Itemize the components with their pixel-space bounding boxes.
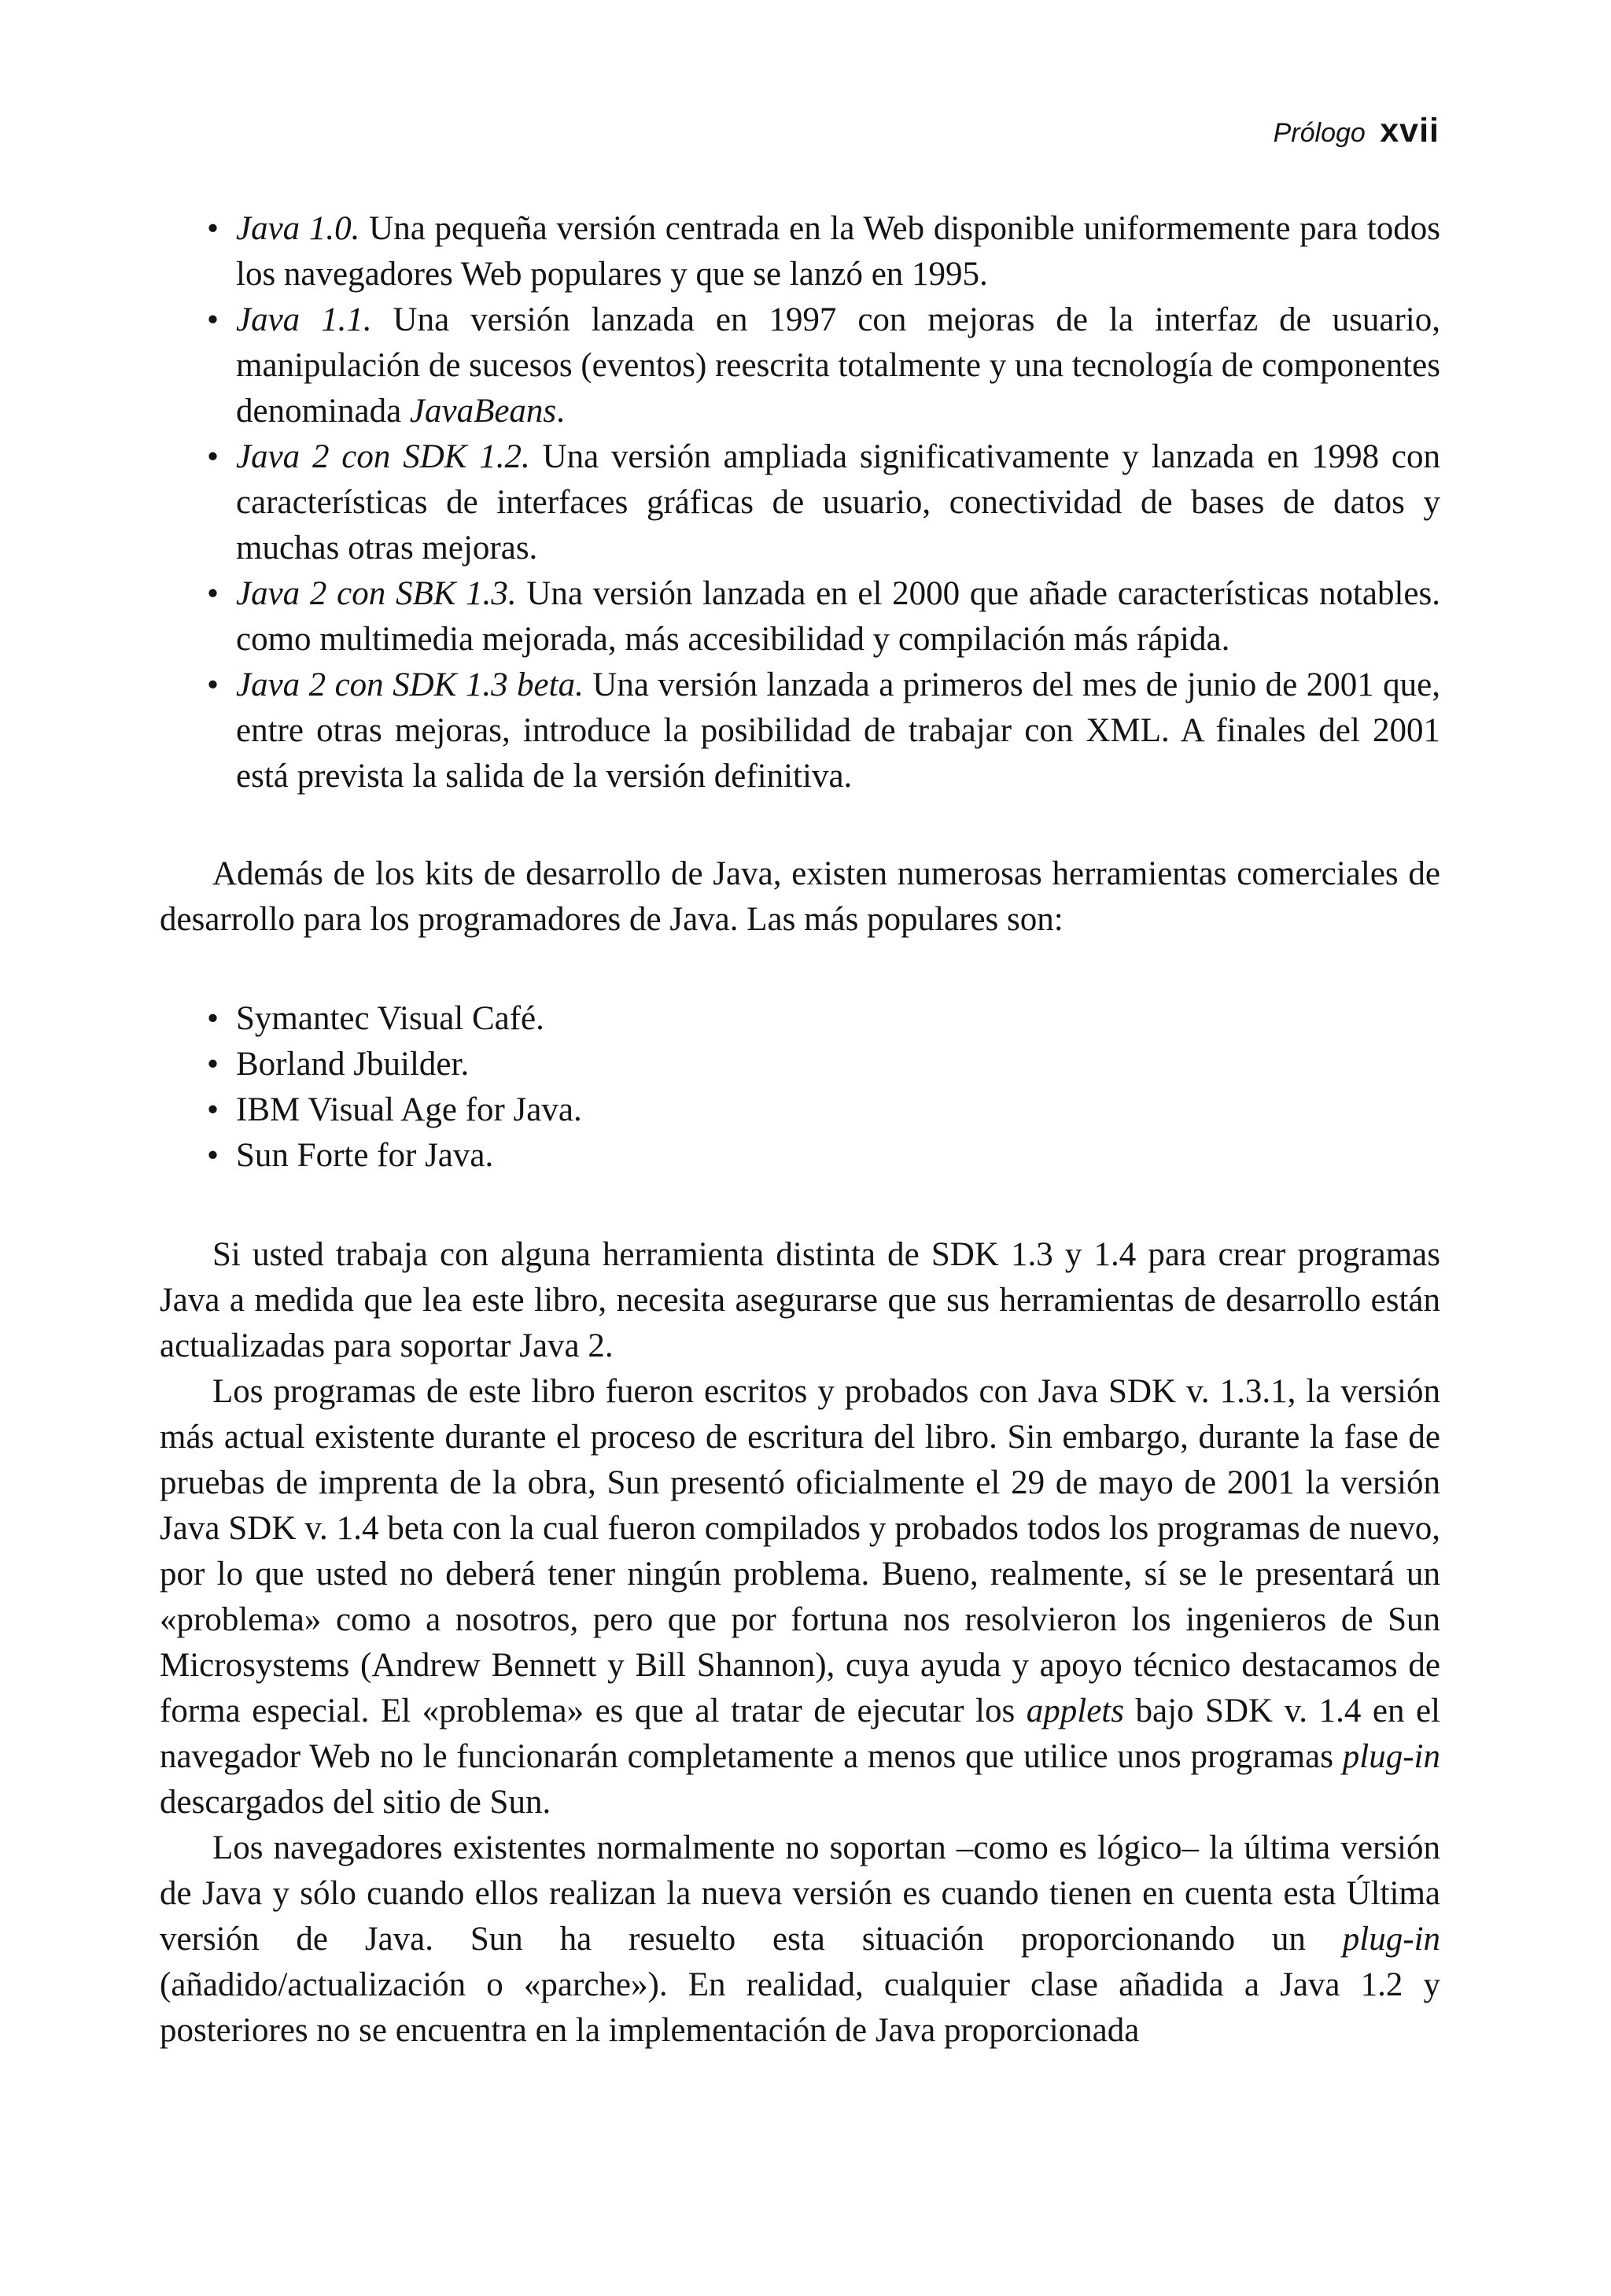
- bullet-icon: •: [207, 438, 219, 475]
- bullet-icon: •: [207, 1046, 219, 1083]
- tool-list: [160, 996, 1440, 1179]
- bullet-icon: •: [207, 1000, 219, 1037]
- release-description: Una versión ampliada significativamente y lanzada en 1998 con características de interfaces gráficas de usuario, conectividad de bases de datos y muchas otras mejoras.: [236, 438, 1441, 567]
- list-item: [160, 571, 1440, 663]
- release-description: Una versión lanzada en 1997 con mejoras de la interfaz de usuario, manipulación de sucesos (eventos) reescrita totalmente y una tecnología de componentes denominada: [236, 301, 1440, 430]
- list-item: [160, 1042, 1440, 1087]
- body-text: [160, 206, 1440, 2054]
- tool-name: Borland Jbuilder.: [236, 1046, 470, 1083]
- release-name: Java 2 con SBK 1.3.: [236, 575, 517, 612]
- paragraph-text: descargados del sitio de Sun.: [160, 1784, 551, 1821]
- list-item: [160, 434, 1440, 571]
- bullet-icon: •: [207, 575, 219, 612]
- section-title: Prólogo: [1273, 118, 1366, 148]
- release-name: Java 1.0.: [236, 210, 360, 247]
- emphasis-plug-in: plug-in: [1342, 1921, 1441, 1958]
- tool-name: Symantec Visual Café.: [236, 1000, 544, 1037]
- bullet-icon: •: [207, 666, 219, 703]
- paragraph-text: Los navegadores existentes normalmente no soportan –como es lógico– la última versión de Java y sólo cuando ellos realizan la nueva versión es cuando tienen en cuenta esta Última versión de Java. Sun ha resuelto esta situación proporcionando un: [160, 1829, 1440, 1958]
- list-item: [160, 1133, 1440, 1179]
- tool-name: Sun Forte for Java.: [236, 1137, 494, 1174]
- release-name: Java 2 con SDK 1.3 beta.: [236, 666, 584, 703]
- release-description: Una pequeña versión centrada en la Web disponible uniformemente para todos los navegadores Web populares y que se lanzó en 1995.: [236, 210, 1441, 293]
- emphasis-applets: applets: [1026, 1692, 1124, 1729]
- bullet-icon: •: [207, 1137, 219, 1174]
- release-description: Una versión lanzada en el 2000 que añade características notables. como multimedia mejorada, más accesibilidad y compilación más rápida.: [236, 575, 1440, 658]
- emphasis-plug-in: plug-in: [1342, 1738, 1440, 1775]
- paragraph-tools-note: Si usted trabaja con alguna herramienta distinta de SDK 1.3 y 1.4 para crear programas Java a medida que lea este libro, necesita asegurarse que sus herramientas de desarrollo están actualizadas para soportar Java 2.: [160, 1236, 1440, 1364]
- java-release-list: [160, 206, 1440, 799]
- bullet-icon: •: [207, 301, 219, 338]
- paragraph-text: (añadido/actualización o «parche»). En realidad, cualquier clase añadida a Java 1.2 y posteriores no se encuentra en la implementación de Java proporcionada: [160, 1966, 1440, 2049]
- page-number: xvii: [1380, 112, 1440, 149]
- list-item: [160, 297, 1440, 434]
- release-tail: .: [556, 393, 565, 430]
- list-item: [160, 996, 1440, 1042]
- list-item: [160, 206, 1440, 297]
- list-item: [160, 1087, 1440, 1133]
- release-description: Una versión lanzada a primeros del mes de junio de 2001 que, entre otras mejoras, introduce la posibilidad de trabajar con XML. A finales del 2001 está prevista la salida de la versión definitiva.: [236, 666, 1440, 795]
- paragraph-sdk-testing: [160, 1369, 1440, 1825]
- paragraph-browsers: [160, 1825, 1440, 2054]
- bullet-icon: •: [207, 210, 219, 247]
- tool-name: IBM Visual Age for Java.: [236, 1091, 582, 1128]
- release-emphasis: JavaBeans: [409, 393, 557, 430]
- release-name: Java 2 con SDK 1.2.: [236, 438, 530, 475]
- paragraph-text: bajo SDK v. 1.4 en el navegador Web no le funcionarán completamente a menos que utilice unos programas: [160, 1692, 1441, 1775]
- release-name: Java 1.1.: [236, 301, 372, 338]
- list-item: [160, 663, 1440, 799]
- bullet-icon: •: [207, 1091, 219, 1128]
- tools-intro-paragraph: Además de los kits de desarrollo de Java, existen numerosas herramientas comerciales de desarrollo para los programadores de Java. Las más populares son:: [160, 855, 1440, 938]
- running-head: [1274, 112, 1440, 150]
- paragraph-text: Los programas de este libro fueron escritos y probados con Java SDK v. 1.3.1, la versión más actual existente durante el proceso de escritura del libro. Sin embargo, durante la fase de pruebas de imprenta de la obra, Sun presentó oficialmente el 29 de mayo de 2001 la versión Java SDK v. 1.4 beta con la cual fueron compilados y probados todos los programas de nuevo, por lo que usted no deberá tener ningún problema. Bueno, realmente, sí se le presentará un «problema» como a nosotros, pero que por fortuna nos resolvieron los ingenieros de Sun Microsystems (Andrew Bennett y Bill Shannon), cuya ayuda y apoyo técnico destacamos de forma especial. El «problema» es que al tratar de ejecutar los: [160, 1373, 1440, 1729]
